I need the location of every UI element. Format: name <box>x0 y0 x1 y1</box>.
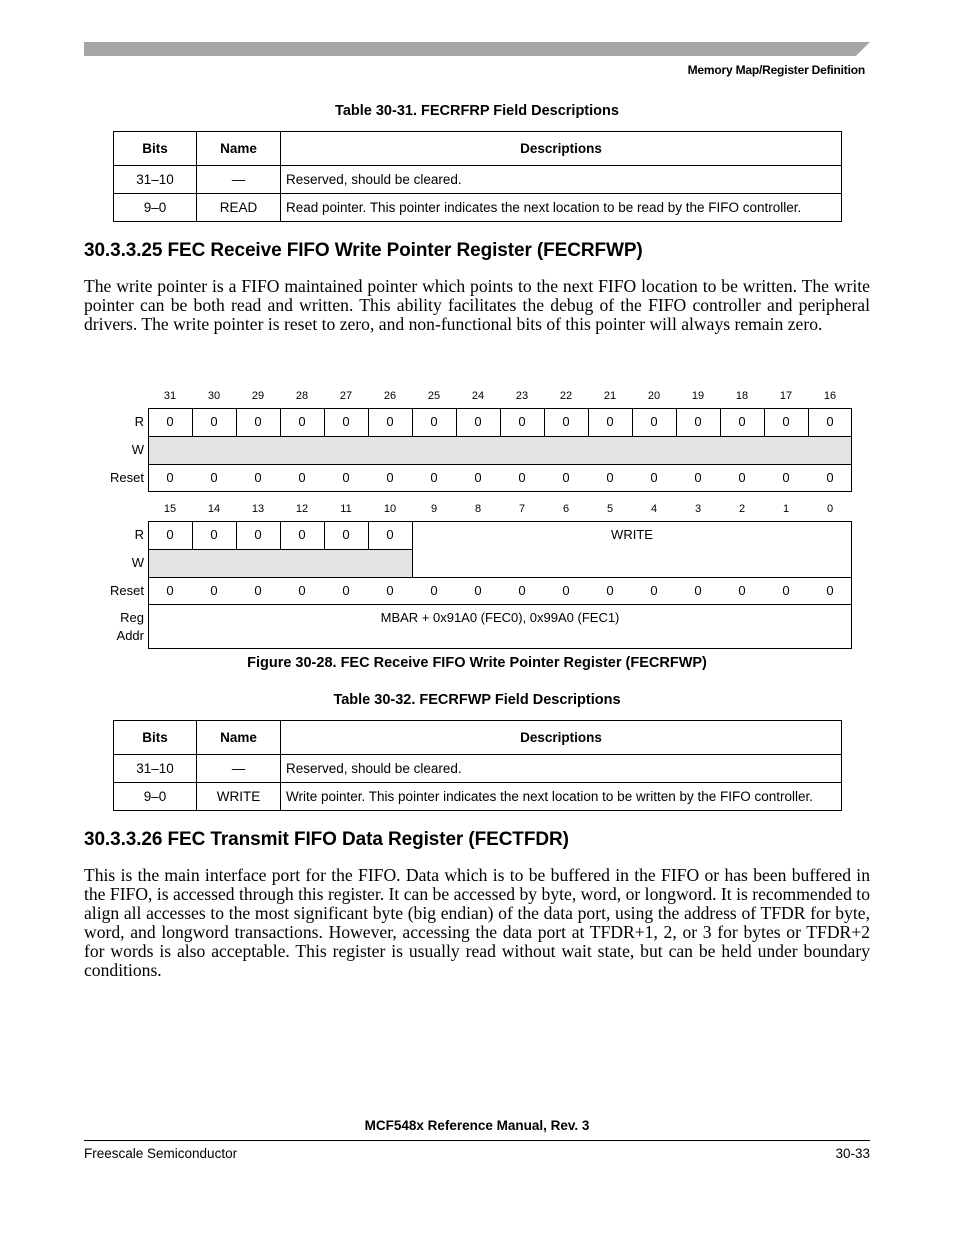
bit-number: 13 <box>251 503 265 515</box>
reset-value: 0 <box>694 583 702 598</box>
bit-number: 30 <box>207 390 221 402</box>
table-cell-description: Reserved, should be cleared. <box>281 166 842 194</box>
reset-value: 0 <box>474 470 482 485</box>
table-cell-name: WRITE <box>197 783 281 811</box>
table-cell-description: Read pointer. This pointer indicates the next location to be read by the FIFO controller. <box>281 194 842 222</box>
bit-number: 1 <box>782 503 790 515</box>
bit-number: 29 <box>251 390 265 402</box>
read-value: 0 <box>694 414 702 429</box>
bit-number: 24 <box>471 390 485 402</box>
footer-divider <box>84 1140 870 1141</box>
reset-value: 0 <box>210 470 218 485</box>
table1-col-descriptions: Descriptions <box>281 132 842 166</box>
read-value: 0 <box>386 414 394 429</box>
reset-value: 0 <box>782 583 790 598</box>
read-value: 0 <box>826 414 834 429</box>
section-paragraph-fecrfwp: The write pointer is a FIFO maintained pointer which points to the next FIFO location to be written. The write pointer can be both read and written. This ability facilitates the debug of the FIFO controller and peripheral drivers. The write pointer is reset to zero, and non-functional bits of this pointer will always remain zero. <box>84 276 870 334</box>
reset-value: 0 <box>166 583 174 598</box>
row-label-r: R <box>134 527 144 542</box>
row-label-reg: Reg <box>120 610 144 625</box>
bit-number: 8 <box>474 503 482 515</box>
reset-value: 0 <box>430 583 438 598</box>
table-cell-bits: 31–10 <box>114 166 197 194</box>
table2-col-name: Name <box>197 721 281 755</box>
table-cell-bits: 31–10 <box>114 755 197 783</box>
row-label-addr: Addr <box>116 628 144 643</box>
bit-number: 15 <box>163 503 177 515</box>
read-value: 0 <box>386 527 394 542</box>
bit-number: 22 <box>559 390 573 402</box>
bit-number: 12 <box>295 503 309 515</box>
bit-number: 18 <box>735 390 749 402</box>
bit-number: 25 <box>427 390 441 402</box>
read-value: 0 <box>342 414 350 429</box>
figure-caption: Figure 30-28. FEC Receive FIFO Write Pointer Register (FECRFWP) <box>247 655 707 671</box>
read-value: 0 <box>166 414 174 429</box>
bit-number: 3 <box>694 503 702 515</box>
table2-col-descriptions: Descriptions <box>281 721 842 755</box>
header-title: Memory Map/Register Definition <box>687 63 865 77</box>
bit-number: 23 <box>515 390 529 402</box>
reset-value: 0 <box>518 583 526 598</box>
row-divider <box>148 549 412 550</box>
reset-value: 0 <box>474 583 482 598</box>
reset-value: 0 <box>738 470 746 485</box>
row-label-w: W <box>131 555 144 570</box>
footer-manual-title: MCF548x Reference Manual, Rev. 3 <box>364 1118 590 1133</box>
bit-number: 17 <box>779 390 793 402</box>
table1-header-row <box>114 132 842 166</box>
row-label-w: W <box>131 442 144 457</box>
reset-value: 0 <box>826 470 834 485</box>
bit-number: 31 <box>163 390 177 402</box>
read-value: 0 <box>430 414 438 429</box>
register-address: MBAR + 0x91A0 (FEC0), 0x99A0 (FEC1) <box>380 610 620 625</box>
read-value: 0 <box>518 414 526 429</box>
row-divider <box>148 436 852 437</box>
table-cell-name: — <box>197 166 281 194</box>
table-cell-name: READ <box>197 194 281 222</box>
bit-number: 2 <box>738 503 746 515</box>
read-value: 0 <box>474 414 482 429</box>
section-paragraph-fectfdr: This is the main interface port for the FIFO. Data which is to be buffered in the FIFO or has been buffered in the FIFO, is accessed through this register. It can be accessed by byte, word, or longword. It is recommended to align all accesses to the most significant byte (big endian) of the data port, using the address of TFDR for byte, word, and longword transactions. However, accessing the data port at TFDR+1, 2, or 3 for bytes or TFDR+2 for words is also acceptable. This register is usually read without wait state, but can be held under boundary conditions. <box>84 865 870 980</box>
bit-number: 9 <box>430 503 438 515</box>
table-row <box>114 166 842 194</box>
header-bar <box>84 42 870 56</box>
table2-caption: Table 30-32. FECRFWP Field Descriptions <box>333 692 621 708</box>
bit-number: 20 <box>647 390 661 402</box>
reset-value: 0 <box>298 470 306 485</box>
reset-value: 0 <box>562 470 570 485</box>
row-label-reset: Reset <box>110 583 144 598</box>
bit-number: 10 <box>383 503 397 515</box>
reset-value: 0 <box>254 583 262 598</box>
bit-number: 19 <box>691 390 705 402</box>
reset-value: 0 <box>342 470 350 485</box>
reset-value: 0 <box>254 470 262 485</box>
register-diagram <box>100 386 860 656</box>
table-row <box>114 783 842 811</box>
row-divider <box>148 464 852 465</box>
read-value: 0 <box>738 414 746 429</box>
table2-col-bits: Bits <box>114 721 197 755</box>
read-value: 0 <box>562 414 570 429</box>
table1-col-bits: Bits <box>114 132 197 166</box>
bit-number: 6 <box>562 503 570 515</box>
reset-value: 0 <box>738 583 746 598</box>
section-heading-fecrfwp: 30.3.3.25 FEC Receive FIFO Write Pointer Register (FECRFWP) <box>84 240 643 261</box>
section-heading-fectfdr: 30.3.3.26 FEC Transmit FIFO Data Register (FECTFDR) <box>84 829 569 850</box>
reset-value: 0 <box>650 583 658 598</box>
read-value: 0 <box>298 527 306 542</box>
table-cell-name: — <box>197 755 281 783</box>
reset-value: 0 <box>518 470 526 485</box>
footer-company: Freescale Semiconductor <box>84 1146 238 1161</box>
table-cell-bits: 9–0 <box>114 194 197 222</box>
table-cell-description: Write pointer. This pointer indicates the next location to be written by the FIFO controller. <box>281 783 842 811</box>
reset-value: 0 <box>210 583 218 598</box>
bit-number: 4 <box>650 503 658 515</box>
row-label-reset: Reset <box>110 470 144 485</box>
reset-value: 0 <box>650 470 658 485</box>
read-value: 0 <box>254 414 262 429</box>
footer-page-number: 30-33 <box>835 1146 870 1161</box>
read-value: 0 <box>166 527 174 542</box>
table2 <box>113 720 842 811</box>
table-cell-description: Reserved, should be cleared. <box>281 755 842 783</box>
reset-value: 0 <box>606 583 614 598</box>
reset-value: 0 <box>386 583 394 598</box>
table-row <box>114 755 842 783</box>
reset-value: 0 <box>166 470 174 485</box>
bit-number: 0 <box>826 503 834 515</box>
bit-number: 21 <box>603 390 617 402</box>
reset-value: 0 <box>782 470 790 485</box>
table2-header-row <box>114 721 842 755</box>
bit-number: 27 <box>339 390 353 402</box>
reset-value: 0 <box>298 583 306 598</box>
bit-number: 26 <box>383 390 397 402</box>
reset-value: 0 <box>342 583 350 598</box>
reset-value: 0 <box>694 470 702 485</box>
bit-number: 7 <box>518 503 526 515</box>
reset-value: 0 <box>562 583 570 598</box>
reset-value: 0 <box>606 470 614 485</box>
bit-number: 11 <box>340 503 352 515</box>
table1-caption: Table 30-31. FECRFRP Field Descriptions <box>335 103 619 119</box>
reset-value: 0 <box>430 470 438 485</box>
bit-number: 28 <box>295 390 309 402</box>
read-value: 0 <box>210 414 218 429</box>
read-value: 0 <box>342 527 350 542</box>
read-value: 0 <box>606 414 614 429</box>
read-value: 0 <box>298 414 306 429</box>
row-label-r: R <box>134 414 144 429</box>
read-value: 0 <box>254 527 262 542</box>
bit-number: 5 <box>606 503 614 515</box>
table1-col-name: Name <box>197 132 281 166</box>
bit-number: 14 <box>207 503 221 515</box>
reset-value: 0 <box>386 470 394 485</box>
table-row <box>114 194 842 222</box>
reset-value: 0 <box>826 583 834 598</box>
table-cell-bits: 9–0 <box>114 783 197 811</box>
table1 <box>113 131 842 222</box>
row-divider <box>148 577 852 578</box>
read-value: 0 <box>650 414 658 429</box>
read-value: 0 <box>210 527 218 542</box>
read-value: 0 <box>782 414 790 429</box>
bit-number: 16 <box>823 390 837 402</box>
write-field-label: WRITE <box>611 527 653 542</box>
